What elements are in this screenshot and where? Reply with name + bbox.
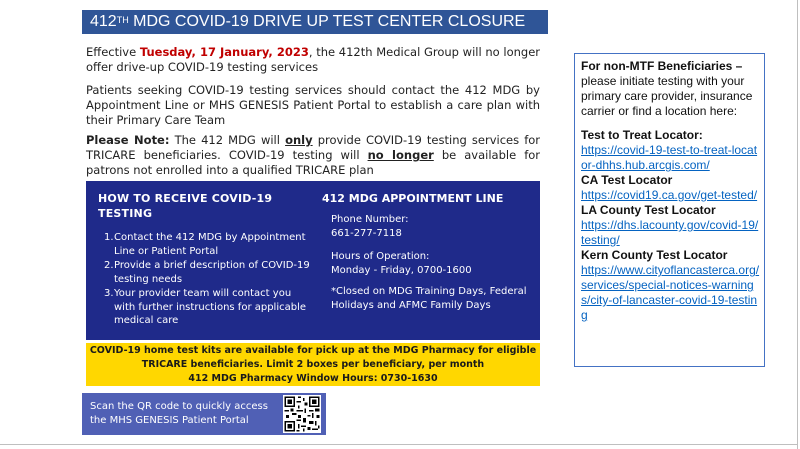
la-county-locator-link[interactable]: https://dhs.lacounty.gov/covid-19/testing/ — [581, 218, 759, 247]
how-to-step — [104, 287, 310, 328]
la-county-locator-label: LA County Test Locator — [581, 203, 716, 217]
phone-block — [331, 213, 531, 240]
slide-border-bottom — [0, 444, 798, 445]
step-text: Contact the 412 MDG by Appointment Line or Patient Portal — [114, 232, 306, 257]
p1-lead: Effective — [86, 45, 140, 59]
test-to-treat-link[interactable]: https://covid-19-test-to-treat-locator-dhhs.hub.arcgis.com/ — [581, 143, 758, 172]
pharmacy-notice — [86, 343, 540, 386]
step-number: 1. — [104, 232, 114, 243]
step-text: Your provider team will contact you with further instructions for applicable medical care — [114, 288, 307, 326]
qr-instruction: Scan the QR code to quickly access the MHS GENESIS Patient Portal — [90, 401, 268, 426]
please-note-label: Please Note: — [86, 133, 170, 147]
slide-border-right — [797, 0, 798, 449]
hours-label: Hours of Operation: — [331, 251, 430, 262]
pharmacy-line-2: TRICARE beneficiaries. Limit 2 boxes per beneficiary, per month — [141, 359, 485, 370]
closure-note: *Closed on MDG Training Days, Federal Holidays and AFMC Family Days — [331, 286, 527, 311]
phone-label: Phone Number: — [331, 214, 409, 225]
sidebar-intro-text: please initiate testing with your primary care provider, insurance carrier or find a location here: — [581, 74, 753, 118]
spacer — [581, 119, 760, 128]
p3-no-longer: no longer — [367, 148, 434, 162]
p3-part-b: provide COVID-19 testing services for TRICARE beneficiaries. COVID-19 testing will — [86, 133, 541, 162]
ca-locator-label: CA Test Locator — [581, 173, 673, 187]
p3-part-a: The 412 MDG will — [169, 133, 286, 147]
how-to-steps — [104, 231, 310, 329]
non-mtf-sidebar — [574, 53, 765, 367]
kern-county-locator-label: Kern County Test Locator — [581, 248, 728, 262]
how-to-step — [104, 259, 310, 286]
hours-block — [331, 250, 531, 277]
phone-number: 661-277-7118 — [331, 227, 402, 239]
sidebar-intro — [581, 59, 760, 119]
step-number: 3. — [104, 288, 114, 299]
p1-tail: , the 412th Medical Group will no longer offer drive-up COVID-19 testing services — [86, 45, 540, 74]
p3-part-c: be available for patrons not enrolled into a qualified TRICARE plan — [86, 148, 541, 177]
hours-value: Monday - Friday, 0700-1600 — [331, 264, 472, 276]
ca-locator-link[interactable]: https://covid19.ca.gov/get-tested/ — [581, 188, 758, 202]
kern-county-locator-link[interactable]: https://www.cityoflancasterca.org/services/special-notices-warnings/city-of-lancaster-covid-19-testing — [581, 263, 760, 322]
p3-only: only — [285, 133, 313, 147]
qr-panel — [82, 393, 326, 435]
how-to-step — [104, 231, 310, 258]
pharmacy-hours: 412 MDG Pharmacy Window Hours: 0730-1630 — [188, 373, 438, 384]
title-superscript: TH — [116, 15, 129, 25]
contact-paragraph: Patients seeking COVID-19 testing services should contact the 412 MDG by Appointment Line or MHS GENESIS Patient Portal to establish a care plan with their Primary Care Team — [86, 83, 540, 127]
test-to-treat-label: Test to Treat Locator: — [581, 128, 703, 142]
please-note-paragraph — [86, 133, 540, 178]
title-text: MDG COVID-19 DRIVE UP TEST CENTER CLOSURE — [128, 13, 526, 30]
testing-info-panel — [86, 181, 540, 340]
step-text: Provide a brief description of COVID-19 testing needs — [114, 260, 310, 285]
sidebar-intro-bold: For non-MTF Beneficiaries – — [581, 59, 743, 73]
title-number: 412 — [90, 13, 117, 30]
pharmacy-line-1: COVID-19 home test kits are available for pick up at the MDG Pharmacy for eligible — [89, 345, 537, 356]
effective-date-paragraph — [86, 45, 540, 75]
effective-date: Tuesday, 17 January, 2023 — [139, 45, 309, 59]
appointment-line-heading: 412 MDG APPOINTMENT LINE — [322, 192, 504, 205]
page-title — [82, 10, 548, 34]
qr-code-icon[interactable] — [283, 395, 321, 433]
how-to-heading: HOW TO RECEIVE COVID-19 TESTING — [98, 192, 273, 220]
step-number: 2. — [104, 260, 114, 271]
